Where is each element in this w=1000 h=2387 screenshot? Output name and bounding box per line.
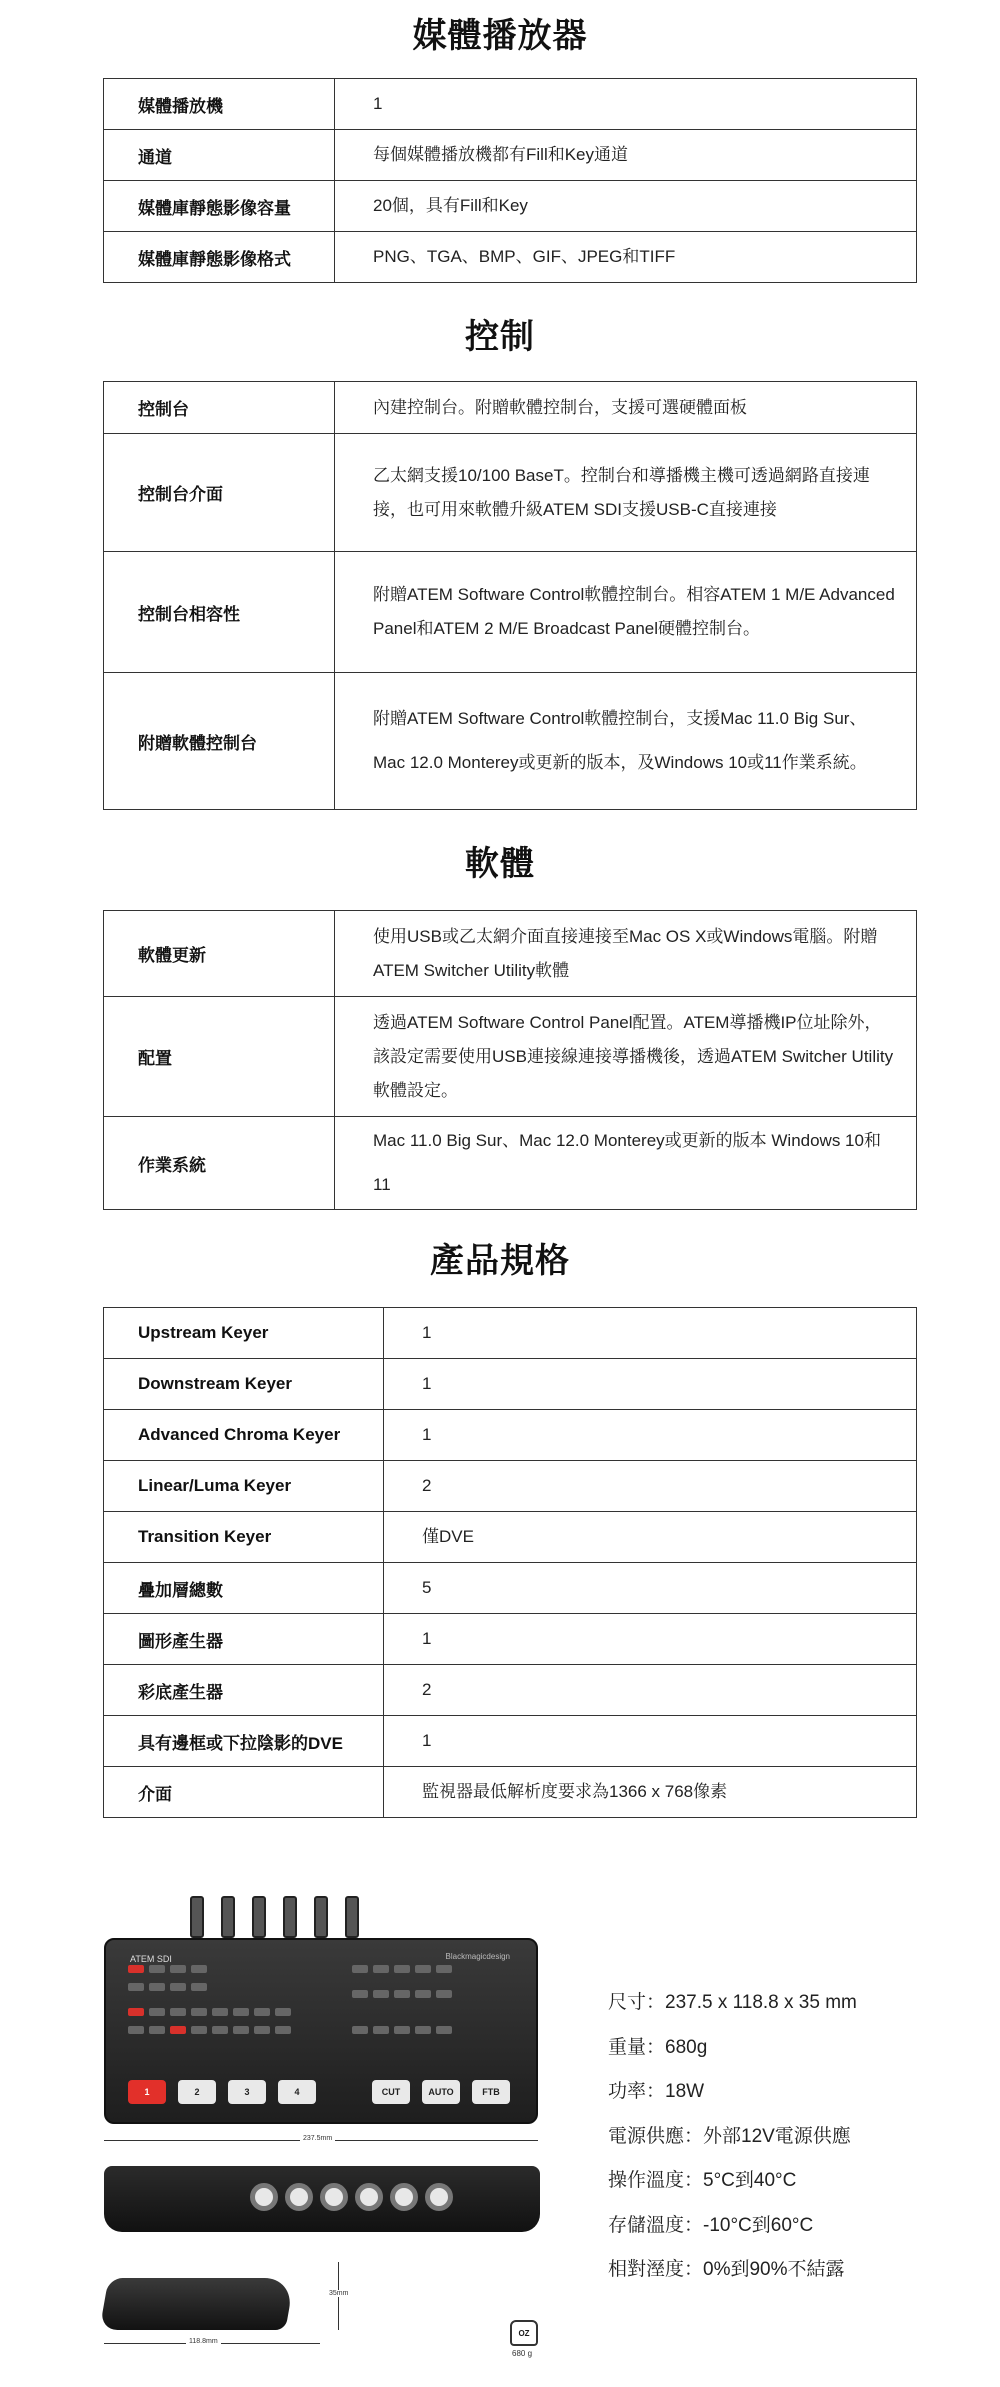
table-row [104, 673, 917, 810]
key-icon [352, 1965, 368, 1973]
bnc-connector-icon [355, 2183, 383, 2211]
spec-value: 附贈ATEM Software Control軟體控制台。相容ATEM 1 M/E Advanced Panel和ATEM 2 M/E Broadcast Panel硬體控制台。 [335, 552, 917, 673]
table-row [104, 1512, 917, 1563]
spec-key: Downstream Keyer [104, 1359, 384, 1410]
key-row [128, 2026, 291, 2034]
input-2-button: 2 [178, 2080, 216, 2104]
bnc-connector-icon [252, 1896, 266, 1938]
list-item: 重量：680g [608, 2036, 708, 2058]
physical-specs-list [608, 1987, 857, 2299]
key-icon [212, 2026, 228, 2034]
key-icon [275, 2026, 291, 2034]
product-specs-table [103, 1307, 917, 1818]
weight-label: 680 g [512, 2349, 533, 2358]
key-icon [170, 2026, 186, 2034]
bnc-connector-icon [390, 2183, 418, 2211]
list-item: 操作溫度：5°C到40°C [608, 2170, 797, 2191]
bnc-connector-icon [320, 2183, 348, 2211]
key-icon [170, 1965, 186, 1973]
spec-key: Linear/Luma Keyer [104, 1461, 384, 1512]
spec-value: 1 [384, 1410, 917, 1461]
spec-key: 介面 [104, 1767, 384, 1818]
width-dimension-label: 237.5mm [300, 2135, 335, 2142]
table-row [104, 232, 917, 283]
bnc-connector-icon [190, 1896, 204, 1938]
auto-button: AUTO [422, 2080, 460, 2104]
key-icon [436, 1990, 452, 1998]
height-dimension-label: 35mm [326, 2290, 351, 2297]
spec-value: 附贈ATEM Software Control軟體控制台，支援Mac 11.0 Big Sur、Mac 12.0 Monterey或更新的版本，及Windows 10或11作業系統。 [335, 673, 917, 810]
device-brand-label: ATEM SDI [130, 1954, 172, 1964]
key-icon [191, 2008, 207, 2016]
spec-value: 1 [384, 1614, 917, 1665]
spec-key: Transition Keyer [104, 1512, 384, 1563]
key-icon [170, 1983, 186, 1991]
spec-value: 透過ATEM Software Control Panel配置。ATEM導播機IP位址除外，該設定需要使用USB連接線連接導播機後，透過ATEM Switcher Utility軟體設定。 [335, 997, 917, 1117]
key-icon [149, 1965, 165, 1973]
spec-key: 控制台相容性 [104, 552, 335, 673]
table-row [104, 1117, 917, 1210]
key-icon [191, 1983, 207, 1991]
spec-key: 控制台介面 [104, 434, 335, 552]
bnc-connector-icon [345, 1896, 359, 1938]
key-icon [415, 1990, 431, 1998]
spec-value: 2 [384, 1461, 917, 1512]
key-row [352, 1990, 452, 1998]
spec-key: 具有邊框或下拉陰影的DVE [104, 1716, 384, 1767]
input-3-button: 3 [228, 2080, 266, 2104]
software-table [103, 910, 917, 1210]
spec-value: 1 [335, 79, 917, 130]
key-icon [373, 2026, 389, 2034]
spec-key: Advanced Chroma Keyer [104, 1410, 384, 1461]
bnc-connector-icon [283, 1896, 297, 1938]
spec-key: 媒體庫靜態影像格式 [104, 232, 335, 283]
key-icon [415, 1965, 431, 1973]
list-item: 尺寸：237.5 x 118.8 x 35 mm [608, 1992, 857, 2013]
spec-value: 1 [384, 1716, 917, 1767]
key-icon [128, 2008, 144, 2016]
key-icon [233, 2008, 249, 2016]
spec-value: 1 [384, 1359, 917, 1410]
list-item: 相對溼度：0%到90%不結露 [608, 2259, 845, 2280]
key-row [352, 2026, 452, 2034]
bnc-connector-icon [285, 2183, 313, 2211]
key-row [352, 1965, 452, 1973]
ftb-button: FTB [472, 2080, 510, 2104]
key-icon [233, 2026, 249, 2034]
section-title-product-specs: 產品規格 [430, 1242, 570, 1280]
key-icon [191, 2026, 207, 2034]
key-icon [212, 2008, 228, 2016]
spec-value: 乙太網支援10/100 BaseT。控制台和導播機主機可透過網路直接連接，也可用來軟體升級ATEM SDI支援USB-C直接連接 [335, 434, 917, 552]
key-icon [373, 1990, 389, 1998]
key-icon [191, 1965, 207, 1973]
key-icon [128, 1983, 144, 1991]
spec-key: Upstream Keyer [104, 1308, 384, 1359]
spec-key: 附贈軟體控制台 [104, 673, 335, 810]
spec-value: 1 [384, 1308, 917, 1359]
table-row [104, 1614, 917, 1665]
weight-unit: OZ [518, 2329, 530, 2338]
input-4-button: 4 [278, 2080, 316, 2104]
spec-value: 5 [384, 1563, 917, 1614]
table-row [104, 1308, 917, 1359]
list-item: 存儲溫度：-10°C到60°C [608, 2214, 814, 2236]
key-icon [128, 1965, 144, 1973]
spec-key: 控制台 [104, 382, 335, 434]
table-row [104, 130, 917, 181]
device-logo: Blackmagicdesign [445, 1952, 510, 1961]
table-row [104, 181, 917, 232]
bnc-connector-icon [250, 2183, 278, 2211]
section-title-control: 控制 [465, 318, 535, 356]
spec-key: 疊加層總數 [104, 1563, 384, 1614]
spec-value: 每個媒體播放機都有Fill和Key通道 [335, 130, 917, 181]
key-icon [254, 2008, 270, 2016]
table-row [104, 1665, 917, 1716]
key-icon [394, 2026, 410, 2034]
list-item: 電源供應：外部12V電源供應 [608, 2125, 851, 2147]
key-icon [436, 2026, 452, 2034]
spec-value: Mac 11.0 Big Sur、Mac 12.0 Monterey或更新的版本 Windows 10和11 [335, 1117, 917, 1210]
key-row [128, 2008, 291, 2016]
key-icon [352, 2026, 368, 2034]
section-title-media-player: 媒體播放器 [412, 17, 588, 55]
section-title-software: 軟體 [465, 845, 535, 883]
key-icon [415, 2026, 431, 2034]
key-icon [170, 2008, 186, 2016]
input-1-button: 1 [128, 2080, 166, 2104]
spec-value: 使用USB或乙太網介面直接連接至Mac OS X或Windows電腦。附贈ATEM Switcher Utility軟體 [335, 911, 917, 997]
table-row [104, 1563, 917, 1614]
bnc-connectors [190, 1896, 359, 1938]
key-icon [149, 2008, 165, 2016]
list-item: 功率：18W [608, 2081, 705, 2102]
table-row [104, 382, 917, 434]
table-row [104, 1410, 917, 1461]
spec-value: 20個，具有Fill和Key [335, 181, 917, 232]
spec-key: 彩底產生器 [104, 1665, 384, 1716]
spec-key: 配置 [104, 997, 335, 1117]
table-row [104, 911, 917, 997]
spec-key: 媒體播放機 [104, 79, 335, 130]
key-icon [275, 2008, 291, 2016]
spec-key: 圖形產生器 [104, 1614, 384, 1665]
key-icon [373, 1965, 389, 1973]
key-icon [128, 2026, 144, 2034]
table-row [104, 1359, 917, 1410]
table-row [104, 1767, 917, 1818]
table-row [104, 552, 917, 673]
weight-icon [510, 2320, 538, 2346]
key-icon [394, 1990, 410, 1998]
key-icon [149, 1983, 165, 1991]
depth-dimension-label: 118.8mm [186, 2338, 221, 2345]
spec-value: PNG、TGA、BMP、GIF、JPEG和TIFF [335, 232, 917, 283]
spec-key: 通道 [104, 130, 335, 181]
bnc-connector-icon [314, 1896, 328, 1938]
spec-key: 作業系統 [104, 1117, 335, 1210]
key-row [128, 1965, 207, 1973]
cut-button: CUT [372, 2080, 410, 2104]
bnc-connector-icon [221, 1896, 235, 1938]
table-row [104, 79, 917, 130]
key-row [128, 1983, 207, 1991]
spec-value: 內建控制台。附贈軟體控制台，支援可選硬體面板 [335, 382, 917, 434]
spec-value: 僅DVE [384, 1512, 917, 1563]
table-row [104, 1461, 917, 1512]
key-icon [394, 1965, 410, 1973]
key-icon [352, 1990, 368, 1998]
key-icon [254, 2026, 270, 2034]
key-icon [149, 2026, 165, 2034]
spec-value: 2 [384, 1665, 917, 1716]
spec-key: 軟體更新 [104, 911, 335, 997]
table-row [104, 1716, 917, 1767]
media-player-table [103, 78, 917, 283]
bnc-connector-icon [425, 2183, 453, 2211]
table-row [104, 434, 917, 552]
control-table [103, 381, 917, 810]
device-side-view [99, 2278, 294, 2330]
spec-value: 監視器最低解析度要求為1366 x 768像素 [384, 1767, 917, 1818]
key-icon [436, 1965, 452, 1973]
table-row [104, 997, 917, 1117]
spec-key: 媒體庫靜態影像容量 [104, 181, 335, 232]
